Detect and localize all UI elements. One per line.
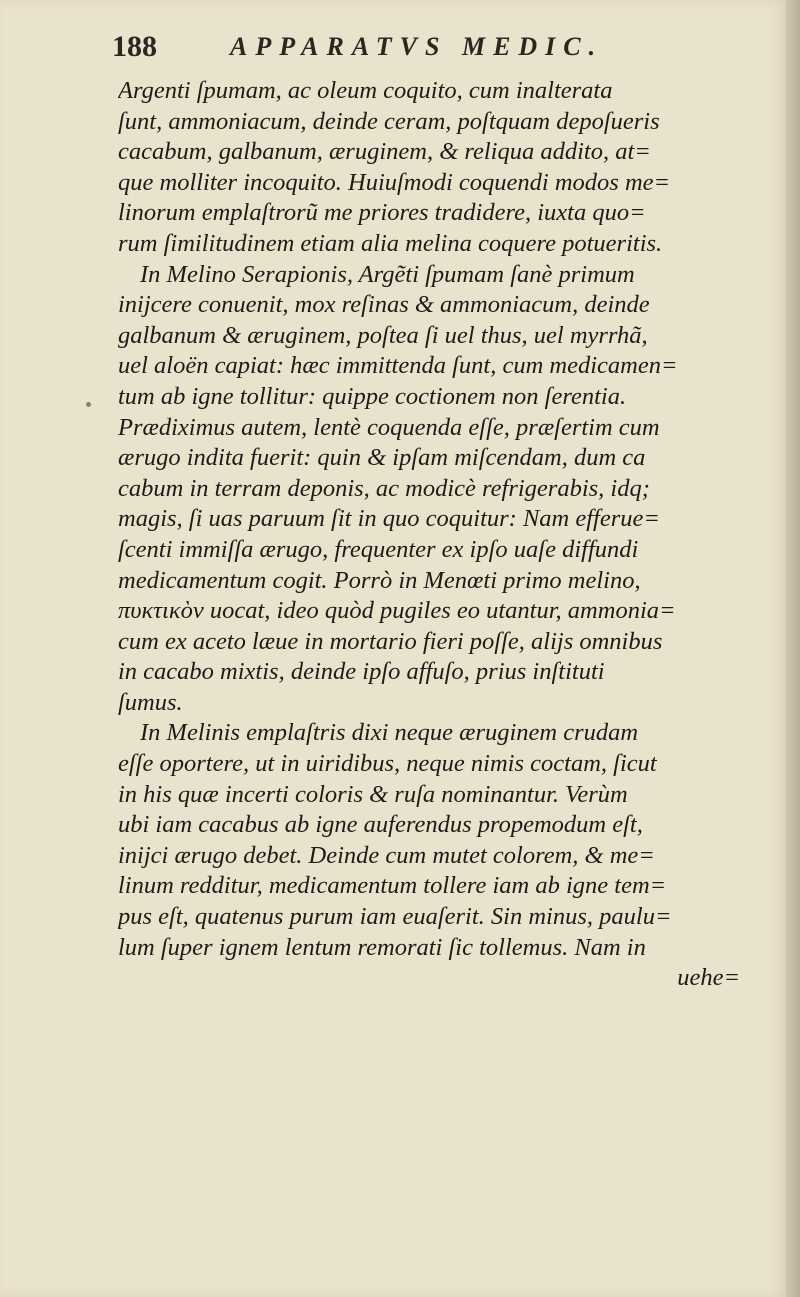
text-line: πυκτικὸν uocat, ideo quòd pugiles eo utantur, ammonia= bbox=[118, 597, 676, 625]
page-number: 188 bbox=[112, 30, 157, 63]
page-header bbox=[112, 30, 712, 70]
text-line: rum ſimilitudinem etiam alia melina coquere potueritis. bbox=[118, 229, 663, 257]
text-line: ſumus. bbox=[118, 688, 183, 716]
page-edge bbox=[786, 0, 800, 1297]
running-head: APPARATVS MEDIC. bbox=[230, 32, 604, 61]
text-line: in cacabo mixtis, deinde ipſo affuſo, prius inſtituti bbox=[118, 658, 605, 686]
text-line: magis, ſi uas paruum ſit in quo coquitur: Nam efferue= bbox=[118, 505, 660, 533]
text-line: in his quæ incerti coloris & ruſa nominantur. Verùm bbox=[118, 780, 628, 808]
text-line: lum ſuper ignem lentum remorati ſic tollemus. Nam in bbox=[118, 933, 646, 961]
text-line: ſcenti immiſſa ærugo, frequenter ex ipſo uaſe diffundi bbox=[118, 535, 639, 563]
paragraph-start-line: In Melino Serapionis, Argẽti ſpumam ſanè primum bbox=[140, 260, 635, 288]
text-line: tum ab igne tollitur: quippe coctionem non ſerentia. bbox=[118, 382, 627, 410]
text-line: ſunt, ammoniacum, deinde ceram, poſtquam depoſueris bbox=[118, 107, 660, 135]
text-line: ubi iam cacabus ab igne auferendus propemodum eſt, bbox=[118, 811, 643, 839]
text-line: inijcere conuenit, mox reſinas & ammoniacum, deinde bbox=[118, 291, 650, 319]
text-line: medicamentum cogit. Porrò in Menœti primo melino, bbox=[118, 566, 641, 594]
text-line: cacabum, galbanum, æruginem, & reliqua addito, at= bbox=[118, 138, 651, 166]
text-line: cum ex aceto læue in mortario fieri poſſe, alijs omnibus bbox=[118, 627, 663, 655]
text-line: eſſe oportere, ut in uiridibus, neque nimis coctam, ſicut bbox=[118, 750, 657, 778]
catchword: uehe= bbox=[677, 964, 740, 992]
text-line: Argenti ſpumam, ac oleum coquito, cum inalterata bbox=[118, 77, 613, 104]
text-line: ærugo indita fuerit: quin & ipſam miſcendam, dum ca bbox=[118, 444, 646, 472]
text-line: linum redditur, medicamentum tollere iam ab igne tem= bbox=[118, 872, 667, 900]
text-line: pus eſt, quatenus purum iam euaſerit. Sin minus, paulu= bbox=[118, 903, 672, 931]
ink-speck bbox=[86, 402, 91, 407]
text-line: galbanum & æruginem, poſtea ſi uel thus, uel myrrhã, bbox=[118, 321, 648, 349]
paragraph-start-line: In Melinis emplaſtris dixi neque æruginem crudam bbox=[140, 719, 639, 747]
text-line: Prædiximus autem, lentè coquenda eſſe, præſertim cum bbox=[118, 413, 660, 441]
text-line: cabum in terram deponis, ac modicè refrigerabis, idq; bbox=[118, 474, 650, 502]
text-line: linorum emplaſtrorũ me priores tradidere, iuxta quo= bbox=[118, 199, 646, 227]
text-line: uel aloën capiat: hæc immittenda ſunt, cum medicamen= bbox=[118, 352, 678, 380]
body-text bbox=[118, 76, 770, 994]
text-line: que molliter incoquito. Huiuſmodi coquendi modos me= bbox=[118, 168, 671, 196]
text-line: inijci ærugo debet. Deinde cum mutet colorem, & me= bbox=[118, 841, 655, 869]
